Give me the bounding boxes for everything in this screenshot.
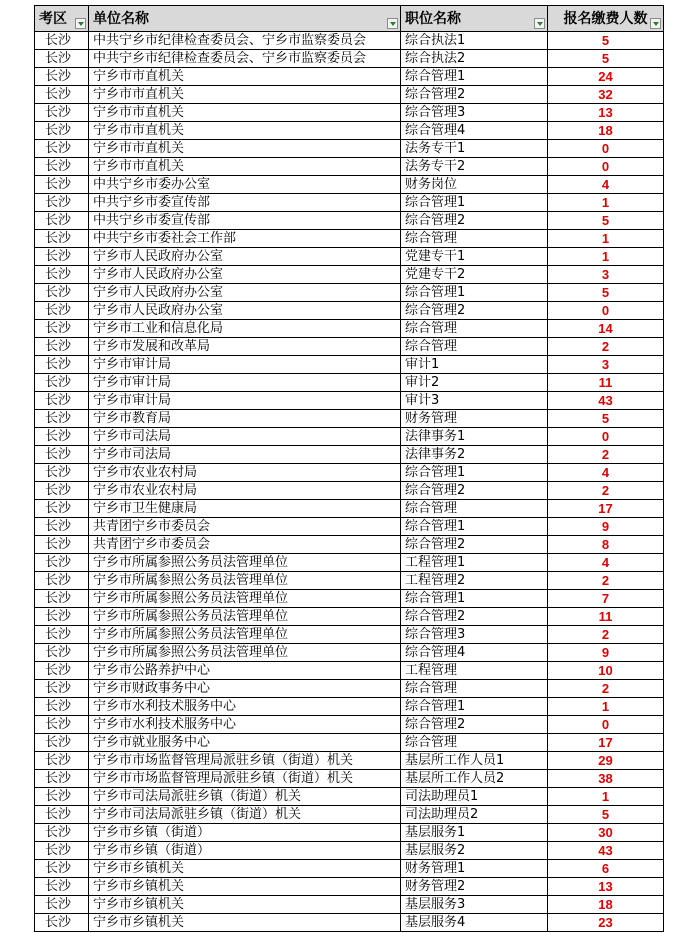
cell-area[interactable]: 长沙 (35, 878, 89, 896)
cell-area[interactable]: 长沙 (35, 914, 89, 932)
cell-area[interactable]: 长沙 (35, 500, 89, 518)
table-row (35, 554, 664, 572)
table-row (35, 536, 664, 554)
cell-position[interactable]: 审计3 (401, 392, 548, 410)
table-row (35, 518, 664, 536)
cell-position[interactable]: 党建专干1 (401, 248, 548, 266)
table-row (35, 482, 664, 500)
cell-unit-name[interactable]: 宁乡市乡镇机关 (89, 914, 401, 932)
cell-area[interactable]: 长沙 (35, 32, 89, 50)
table-row (35, 428, 664, 446)
cell-position[interactable]: 基层服务3 (401, 896, 548, 914)
cell-unit-name[interactable]: 宁乡市教育局 (89, 410, 401, 428)
cell-position[interactable]: 综合管理1 (401, 464, 548, 482)
cell-unit-name[interactable]: 宁乡市市场监督管理局派驻乡镇（街道）机关 (89, 752, 401, 770)
cell-area[interactable]: 长沙 (35, 338, 89, 356)
cell-position[interactable]: 综合执法2 (401, 50, 548, 68)
cell-area[interactable]: 长沙 (35, 644, 89, 662)
cell-count[interactable]: 4 (548, 464, 664, 482)
cell-area[interactable]: 长沙 (35, 122, 89, 140)
cell-position[interactable]: 工程管理 (401, 662, 548, 680)
cell-count[interactable]: 17 (548, 500, 664, 518)
cell-area[interactable]: 长沙 (35, 590, 89, 608)
table-row (35, 734, 664, 752)
cell-unit-name[interactable]: 宁乡市市场监督管理局派驻乡镇（街道）机关 (89, 770, 401, 788)
cell-position[interactable]: 综合管理2 (401, 212, 548, 230)
table-row (35, 374, 664, 392)
cell-area[interactable]: 长沙 (35, 788, 89, 806)
table-row (35, 266, 664, 284)
cell-position[interactable]: 综合管理4 (401, 644, 548, 662)
cell-unit-name[interactable]: 宁乡市乡镇机关 (89, 878, 401, 896)
cell-unit-name[interactable]: 宁乡市财政事务中心 (89, 680, 401, 698)
cell-area[interactable]: 长沙 (35, 140, 89, 158)
header-row (35, 6, 664, 32)
table-row (35, 788, 664, 806)
cell-position[interactable]: 综合管理2 (401, 536, 548, 554)
cell-area[interactable]: 长沙 (35, 734, 89, 752)
cell-count[interactable]: 18 (548, 896, 664, 914)
cell-position[interactable]: 基层服务4 (401, 914, 548, 932)
cell-position[interactable]: 综合管理 (401, 734, 548, 752)
cell-area[interactable]: 长沙 (35, 446, 89, 464)
cell-position[interactable]: 综合管理2 (401, 608, 548, 626)
cell-count[interactable]: 38 (548, 770, 664, 788)
table-row (35, 446, 664, 464)
filter-dropdown-icon[interactable] (650, 18, 661, 29)
table-row (35, 284, 664, 302)
header-unit-label: 单位名称 (93, 10, 149, 27)
cell-position[interactable]: 综合管理3 (401, 626, 548, 644)
cell-unit-name[interactable]: 宁乡市卫生健康局 (89, 500, 401, 518)
cell-area[interactable]: 长沙 (35, 518, 89, 536)
cell-unit-name[interactable]: 宁乡市所属参照公务员法管理单位 (89, 554, 401, 572)
table-row (35, 590, 664, 608)
table-row (35, 86, 664, 104)
cell-count[interactable]: 2 (548, 482, 664, 500)
cell-count[interactable]: 3 (548, 266, 664, 284)
cell-area[interactable]: 长沙 (35, 806, 89, 824)
cell-unit-name[interactable]: 宁乡市市直机关 (89, 122, 401, 140)
cell-count[interactable]: 1 (548, 698, 664, 716)
cell-area[interactable]: 长沙 (35, 428, 89, 446)
cell-count[interactable]: 43 (548, 392, 664, 410)
cell-unit-name[interactable]: 宁乡市乡镇（街道） (89, 824, 401, 842)
cell-position[interactable]: 综合管理 (401, 680, 548, 698)
table-row (35, 572, 664, 590)
cell-position[interactable]: 综合管理1 (401, 68, 548, 86)
cell-count[interactable]: 5 (548, 50, 664, 68)
filter-dropdown-icon[interactable] (534, 18, 545, 29)
cell-unit-name[interactable]: 宁乡市所属参照公务员法管理单位 (89, 644, 401, 662)
cell-count[interactable]: 5 (548, 212, 664, 230)
registration-table (34, 5, 664, 932)
table-row (35, 230, 664, 248)
cell-unit-name[interactable]: 宁乡市工业和信息化局 (89, 320, 401, 338)
table-row (35, 104, 664, 122)
table-row (35, 626, 664, 644)
table-row (35, 194, 664, 212)
cell-unit-name[interactable]: 中共宁乡市委宣传部 (89, 194, 401, 212)
filter-dropdown-icon[interactable] (387, 18, 398, 29)
cell-unit-name[interactable]: 宁乡市市直机关 (89, 86, 401, 104)
table-row (35, 914, 664, 932)
cell-count[interactable]: 14 (548, 320, 664, 338)
cell-position[interactable]: 财务管理 (401, 410, 548, 428)
cell-count[interactable]: 23 (548, 914, 664, 932)
cell-position[interactable]: 司法助理员2 (401, 806, 548, 824)
cell-area[interactable]: 长沙 (35, 410, 89, 428)
cell-position[interactable]: 综合管理2 (401, 86, 548, 104)
table-row (35, 158, 664, 176)
cell-area[interactable]: 长沙 (35, 662, 89, 680)
table-row (35, 122, 664, 140)
cell-area[interactable]: 长沙 (35, 194, 89, 212)
cell-count[interactable]: 29 (548, 752, 664, 770)
cell-position[interactable]: 法务专干2 (401, 158, 548, 176)
table-row (35, 464, 664, 482)
table-row (35, 698, 664, 716)
cell-area[interactable]: 长沙 (35, 572, 89, 590)
table-row (35, 824, 664, 842)
cell-position[interactable]: 审计1 (401, 356, 548, 374)
cell-position[interactable]: 综合管理2 (401, 302, 548, 320)
cell-count[interactable]: 13 (548, 878, 664, 896)
cell-position[interactable]: 综合管理3 (401, 104, 548, 122)
cell-count[interactable]: 32 (548, 86, 664, 104)
cell-area[interactable]: 长沙 (35, 374, 89, 392)
cell-count[interactable]: 10 (548, 662, 664, 680)
cell-count[interactable]: 1 (548, 248, 664, 266)
cell-area[interactable]: 长沙 (35, 320, 89, 338)
cell-unit-name[interactable]: 宁乡市所属参照公务员法管理单位 (89, 626, 401, 644)
table-row (35, 320, 664, 338)
cell-position[interactable]: 综合管理4 (401, 122, 548, 140)
cell-count[interactable]: 1 (548, 230, 664, 248)
cell-unit-name[interactable]: 宁乡市所属参照公务员法管理单位 (89, 572, 401, 590)
cell-count[interactable]: 18 (548, 122, 664, 140)
cell-area[interactable]: 长沙 (35, 482, 89, 500)
cell-area[interactable]: 长沙 (35, 896, 89, 914)
table-row (35, 644, 664, 662)
cell-unit-name[interactable]: 宁乡市就业服务中心 (89, 734, 401, 752)
cell-position[interactable]: 财务管理2 (401, 878, 548, 896)
cell-position[interactable]: 基层服务2 (401, 842, 548, 860)
cell-count[interactable]: 8 (548, 536, 664, 554)
cell-position[interactable]: 法务专干1 (401, 140, 548, 158)
cell-count[interactable]: 30 (548, 824, 664, 842)
table-row (35, 500, 664, 518)
table-row (35, 248, 664, 266)
cell-count[interactable]: 1 (548, 194, 664, 212)
cell-area[interactable]: 长沙 (35, 554, 89, 572)
cell-area[interactable]: 长沙 (35, 68, 89, 86)
cell-count[interactable]: 4 (548, 554, 664, 572)
cell-area[interactable]: 长沙 (35, 356, 89, 374)
cell-position[interactable]: 法律事务2 (401, 446, 548, 464)
cell-position[interactable]: 综合管理1 (401, 590, 548, 608)
cell-position[interactable]: 党建专干2 (401, 266, 548, 284)
header-position (401, 6, 548, 32)
header-position-label: 职位名称 (405, 10, 461, 27)
cell-count[interactable]: 5 (548, 32, 664, 50)
cell-area[interactable]: 长沙 (35, 752, 89, 770)
cell-area[interactable]: 长沙 (35, 824, 89, 842)
cell-unit-name[interactable]: 中共宁乡市委宣传部 (89, 212, 401, 230)
cell-unit-name[interactable]: 宁乡市农业农村局 (89, 482, 401, 500)
cell-unit-name[interactable]: 宁乡市乡镇机关 (89, 896, 401, 914)
cell-unit-name[interactable]: 中共宁乡市纪律检查委员会、宁乡市监察委员会 (89, 50, 401, 68)
cell-position[interactable]: 基层服务1 (401, 824, 548, 842)
header-count-label: 报名缴费人数 (563, 10, 648, 27)
cell-count[interactable]: 11 (548, 608, 664, 626)
cell-position[interactable]: 综合执法1 (401, 32, 548, 50)
cell-count[interactable]: 2 (548, 680, 664, 698)
cell-unit-name[interactable]: 共青团宁乡市委员会 (89, 536, 401, 554)
cell-unit-name[interactable]: 宁乡市人民政府办公室 (89, 284, 401, 302)
cell-unit-name[interactable]: 中共宁乡市委社会工作部 (89, 230, 401, 248)
cell-area[interactable]: 长沙 (35, 626, 89, 644)
spreadsheet (34, 5, 663, 932)
cell-position[interactable]: 综合管理 (401, 338, 548, 356)
cell-position[interactable]: 综合管理1 (401, 698, 548, 716)
cell-count[interactable]: 2 (548, 446, 664, 464)
table-row (35, 212, 664, 230)
cell-count[interactable]: 2 (548, 572, 664, 590)
cell-count[interactable]: 0 (548, 140, 664, 158)
cell-area[interactable]: 长沙 (35, 698, 89, 716)
cell-area[interactable]: 长沙 (35, 230, 89, 248)
cell-unit-name[interactable]: 宁乡市审计局 (89, 356, 401, 374)
cell-count[interactable]: 24 (548, 68, 664, 86)
table-row (35, 302, 664, 320)
cell-position[interactable]: 综合管理1 (401, 194, 548, 212)
cell-count[interactable]: 0 (548, 158, 664, 176)
cell-position[interactable]: 法律事务1 (401, 428, 548, 446)
cell-area[interactable]: 长沙 (35, 464, 89, 482)
cell-position[interactable]: 综合管理 (401, 320, 548, 338)
cell-count[interactable]: 3 (548, 356, 664, 374)
cell-unit-name[interactable]: 宁乡市乡镇机关 (89, 860, 401, 878)
cell-unit-name[interactable]: 宁乡市人民政府办公室 (89, 302, 401, 320)
cell-position[interactable]: 审计2 (401, 374, 548, 392)
cell-count[interactable]: 2 (548, 626, 664, 644)
table-row (35, 176, 664, 194)
cell-count[interactable]: 7 (548, 590, 664, 608)
cell-count[interactable]: 13 (548, 104, 664, 122)
table-row (35, 680, 664, 698)
table-row (35, 878, 664, 896)
header-count (548, 6, 664, 32)
table-row (35, 806, 664, 824)
table-row (35, 50, 664, 68)
table-row (35, 662, 664, 680)
cell-unit-name[interactable]: 宁乡市发展和改革局 (89, 338, 401, 356)
cell-position[interactable]: 工程管理1 (401, 554, 548, 572)
table-row (35, 770, 664, 788)
cell-count[interactable]: 9 (548, 644, 664, 662)
cell-position[interactable]: 综合管理 (401, 230, 548, 248)
cell-count[interactable]: 2 (548, 338, 664, 356)
cell-count[interactable]: 1 (548, 788, 664, 806)
cell-position[interactable]: 司法助理员1 (401, 788, 548, 806)
cell-unit-name[interactable]: 宁乡市司法局 (89, 446, 401, 464)
cell-unit-name[interactable]: 宁乡市司法局派驻乡镇（街道）机关 (89, 788, 401, 806)
cell-unit-name[interactable]: 宁乡市所属参照公务员法管理单位 (89, 608, 401, 626)
cell-position[interactable]: 综合管理2 (401, 716, 548, 734)
cell-count[interactable]: 5 (548, 410, 664, 428)
cell-area[interactable]: 长沙 (35, 842, 89, 860)
table-row (35, 392, 664, 410)
cell-unit-name[interactable]: 宁乡市水利技术服务中心 (89, 716, 401, 734)
cell-area[interactable]: 长沙 (35, 176, 89, 194)
cell-count[interactable]: 0 (548, 428, 664, 446)
cell-unit-name[interactable]: 宁乡市农业农村局 (89, 464, 401, 482)
table-row (35, 32, 664, 50)
cell-unit-name[interactable]: 宁乡市人民政府办公室 (89, 266, 401, 284)
cell-position[interactable]: 财务岗位 (401, 176, 548, 194)
table-row (35, 860, 664, 878)
cell-position[interactable]: 财务管理1 (401, 860, 548, 878)
cell-unit-name[interactable]: 宁乡市市直机关 (89, 140, 401, 158)
cell-count[interactable]: 11 (548, 374, 664, 392)
cell-area[interactable]: 长沙 (35, 212, 89, 230)
table-row (35, 842, 664, 860)
cell-area[interactable]: 长沙 (35, 860, 89, 878)
cell-count[interactable]: 4 (548, 176, 664, 194)
cell-unit-name[interactable]: 宁乡市公路养护中心 (89, 662, 401, 680)
cell-area[interactable]: 长沙 (35, 608, 89, 626)
cell-unit-name[interactable]: 宁乡市市直机关 (89, 68, 401, 86)
cell-unit-name[interactable]: 宁乡市审计局 (89, 392, 401, 410)
cell-area[interactable]: 长沙 (35, 104, 89, 122)
cell-area[interactable]: 长沙 (35, 680, 89, 698)
cell-area[interactable]: 长沙 (35, 50, 89, 68)
cell-count[interactable]: 43 (548, 842, 664, 860)
cell-area[interactable]: 长沙 (35, 248, 89, 266)
cell-unit-name[interactable]: 宁乡市审计局 (89, 374, 401, 392)
cell-unit-name[interactable]: 宁乡市司法局派驻乡镇（街道）机关 (89, 806, 401, 824)
table-row (35, 410, 664, 428)
cell-count[interactable]: 17 (548, 734, 664, 752)
cell-area[interactable]: 长沙 (35, 302, 89, 320)
filter-dropdown-icon[interactable] (75, 18, 86, 29)
table-row (35, 68, 664, 86)
cell-position[interactable]: 工程管理2 (401, 572, 548, 590)
cell-position[interactable]: 综合管理 (401, 500, 548, 518)
cell-position[interactable]: 基层所工作人员2 (401, 770, 548, 788)
cell-area[interactable]: 长沙 (35, 536, 89, 554)
table-row (35, 356, 664, 374)
cell-area[interactable]: 长沙 (35, 392, 89, 410)
cell-area[interactable]: 长沙 (35, 770, 89, 788)
cell-position[interactable]: 基层所工作人员1 (401, 752, 548, 770)
header-area (35, 6, 89, 32)
cell-count[interactable]: 5 (548, 284, 664, 302)
cell-unit-name[interactable]: 宁乡市乡镇（街道） (89, 842, 401, 860)
cell-count[interactable]: 0 (548, 716, 664, 734)
cell-count[interactable]: 0 (548, 302, 664, 320)
cell-unit-name[interactable]: 宁乡市所属参照公务员法管理单位 (89, 590, 401, 608)
table-row (35, 338, 664, 356)
table-row (35, 716, 664, 734)
cell-unit-name[interactable]: 宁乡市市直机关 (89, 158, 401, 176)
cell-unit-name[interactable]: 宁乡市水利技术服务中心 (89, 698, 401, 716)
cell-unit-name[interactable]: 共青团宁乡市委员会 (89, 518, 401, 536)
table-row (35, 896, 664, 914)
cell-area[interactable]: 长沙 (35, 266, 89, 284)
cell-position[interactable]: 综合管理1 (401, 284, 548, 302)
cell-position[interactable]: 综合管理1 (401, 518, 548, 536)
cell-area[interactable]: 长沙 (35, 158, 89, 176)
cell-unit-name[interactable]: 宁乡市人民政府办公室 (89, 248, 401, 266)
cell-count[interactable]: 5 (548, 806, 664, 824)
cell-position[interactable]: 综合管理2 (401, 482, 548, 500)
table-row (35, 140, 664, 158)
cell-count[interactable]: 9 (548, 518, 664, 536)
cell-unit-name[interactable]: 中共宁乡市委办公室 (89, 176, 401, 194)
cell-unit-name[interactable]: 中共宁乡市纪律检查委员会、宁乡市监察委员会 (89, 32, 401, 50)
cell-count[interactable]: 6 (548, 860, 664, 878)
table-row (35, 752, 664, 770)
table-row (35, 608, 664, 626)
cell-area[interactable]: 长沙 (35, 716, 89, 734)
cell-area[interactable]: 长沙 (35, 284, 89, 302)
header-area-label: 考区 (39, 10, 67, 27)
cell-unit-name[interactable]: 宁乡市司法局 (89, 428, 401, 446)
cell-unit-name[interactable]: 宁乡市市直机关 (89, 104, 401, 122)
header-unit (89, 6, 401, 32)
cell-area[interactable]: 长沙 (35, 86, 89, 104)
